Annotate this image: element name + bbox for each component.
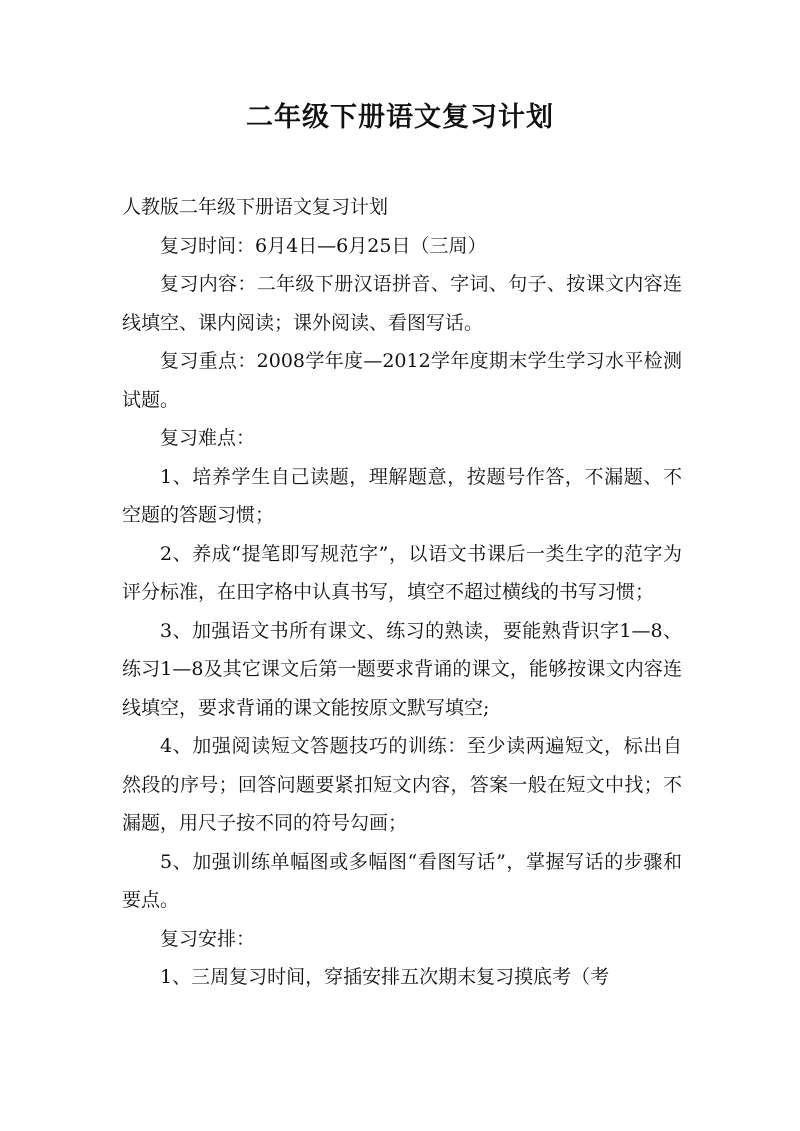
- paragraph-subtitle: 人教版二年级下册语文复习计划: [122, 196, 389, 218]
- paragraph-review-content: 复习内容：二年级下册汉语拼音、字词、句子、按课文内容连线填空、课内阅读；课外阅读、看图写话。: [122, 273, 682, 334]
- paragraph-difficulty-4: 4、加强阅读短文答题技巧的训练：至少读两遍短文，标出自然段的序号；回答问题要紧扣短文内容，答案一般在短文中找；不漏题，用尺子按不同的符号勾画；: [122, 735, 682, 834]
- paragraph-difficulty-2: 2、养成“提笔即写规范字”，以语文书课后一类生字的范字为评分标准，在田字格中认真书写，填空不超过横线的书写习惯；: [122, 542, 682, 603]
- document-body: [122, 188, 682, 997]
- paragraph-difficulty-1: 1、培养学生自己读题，理解题意，按题号作答，不漏题、不空题的答题习惯；: [122, 465, 682, 526]
- paragraph-review-focus: 复习重点：2008学年度—2012学年度期末学生学习水平检测试题。: [122, 350, 682, 411]
- paragraph-arrangement-heading: 复习安排：: [160, 927, 256, 950]
- document-title: 二年级下册语文复习计划: [246, 102, 554, 133]
- paragraph-difficulty-3: 3、加强语文书所有课文、练习的熟读，要能熟背识字1—8、练习1—8及其它课文后第一题要求背诵的课文，能够按课文内容连线填空，要求背诵的课文能按原文默写填空;: [122, 619, 682, 719]
- paragraph-review-time: 复习时间：6月4日—6月25日（三周）: [160, 234, 487, 257]
- paragraph-arrangement-1: 1、三周复习时间，穿插安排五次期末复习摸底考（考: [160, 966, 610, 988]
- paragraph-difficulty-5: 5、加强训练单幅图或多幅图“看图写话”，掌握写话的步骤和要点。: [122, 850, 682, 911]
- paragraph-review-difficulty-heading: 复习难点：: [160, 427, 256, 449]
